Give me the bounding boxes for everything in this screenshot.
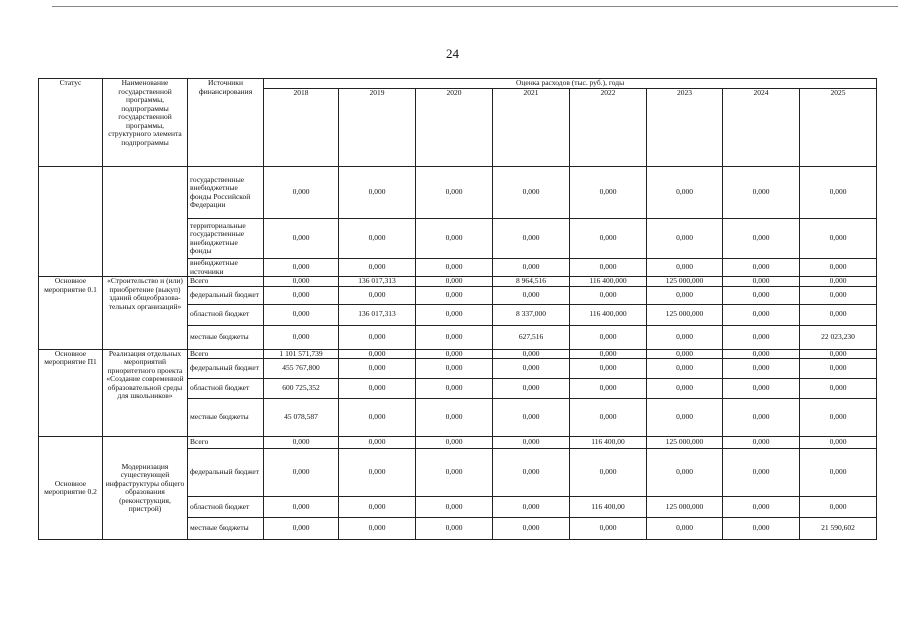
header-status: Статус (39, 79, 103, 167)
row-value: 0,000 (647, 359, 723, 379)
row-value: 136 017,313 (339, 277, 416, 287)
row-value: 0,000 (570, 167, 647, 219)
row-value: 0,000 (800, 304, 877, 325)
row-value: 0,000 (800, 497, 877, 518)
row-value: 0,000 (339, 449, 416, 497)
row-value: 0,000 (723, 304, 800, 325)
row-value: 0,000 (570, 286, 647, 304)
header-year: 2023 (647, 89, 723, 167)
row-source: Всего (188, 277, 264, 287)
row-value: 0,000 (800, 349, 877, 359)
row-value: 0,000 (339, 286, 416, 304)
row-value: 125 000,000 (647, 497, 723, 518)
row-source: Всего (188, 437, 264, 449)
row-value: 600 725,352 (264, 379, 339, 399)
row-value: 0,000 (800, 277, 877, 287)
row-value: 0,000 (493, 518, 570, 540)
row-name: «Строительство и (или) приобретение (выкуп) зданий общеобразова-тельных организаций» (103, 277, 188, 350)
row-name: Реализация отдельных мероприятий приоритетного проекта «Создание современной образовательной среды для школьников» (103, 349, 188, 437)
row-value: 0,000 (800, 449, 877, 497)
header-estimate: Оценка расходов (тыс. руб.), годы (264, 79, 877, 89)
row-source: местные бюджеты (188, 399, 264, 437)
row-value: 0,000 (570, 518, 647, 540)
row-value: 0,000 (723, 518, 800, 540)
table-row (39, 437, 877, 449)
row-value: 0,000 (264, 449, 339, 497)
row-value: 0,000 (264, 304, 339, 325)
row-value: 0,000 (416, 219, 493, 259)
row-value: 0,000 (723, 449, 800, 497)
row-name (103, 167, 188, 277)
row-value: 0,000 (264, 219, 339, 259)
row-value: 0,000 (800, 359, 877, 379)
row-value: 0,000 (570, 399, 647, 437)
header-year: 2024 (723, 89, 800, 167)
row-value: 0,000 (800, 286, 877, 304)
row-value: 0,000 (493, 349, 570, 359)
row-value: 0,000 (647, 259, 723, 277)
row-value: 0,000 (416, 167, 493, 219)
row-value: 0,000 (723, 325, 800, 349)
row-value: 0,000 (416, 379, 493, 399)
row-value: 0,000 (570, 449, 647, 497)
row-value: 0,000 (800, 219, 877, 259)
row-value: 0,000 (493, 359, 570, 379)
row-value: 0,000 (800, 399, 877, 437)
row-source: областной бюджет (188, 379, 264, 399)
row-value: 0,000 (339, 497, 416, 518)
row-value: 116 400,00 (570, 437, 647, 449)
row-value: 0,000 (647, 518, 723, 540)
row-value: 0,000 (570, 325, 647, 349)
row-value: 0,000 (723, 379, 800, 399)
row-source: Всего (188, 349, 264, 359)
header-sources: Источники финансирования (188, 79, 264, 167)
row-value: 0,000 (723, 259, 800, 277)
row-value: 0,000 (416, 349, 493, 359)
row-value: 0,000 (339, 359, 416, 379)
header-year: 2025 (800, 89, 877, 167)
table-row (39, 277, 877, 287)
row-value: 0,000 (493, 399, 570, 437)
top-border-line (52, 6, 898, 7)
budget-table (38, 78, 877, 540)
row-value: 0,000 (416, 259, 493, 277)
row-value: 0,000 (493, 167, 570, 219)
row-value: 0,000 (723, 497, 800, 518)
row-value: 0,000 (800, 167, 877, 219)
row-value: 0,000 (723, 437, 800, 449)
row-value: 0,000 (800, 437, 877, 449)
row-value: 21 590,602 (800, 518, 877, 540)
row-value: 0,000 (264, 167, 339, 219)
row-value: 0,000 (723, 219, 800, 259)
row-value: 0,000 (416, 449, 493, 497)
row-value: 0,000 (339, 167, 416, 219)
row-value: 0,000 (570, 219, 647, 259)
row-value: 0,000 (264, 518, 339, 540)
row-value: 0,000 (493, 449, 570, 497)
row-value: 0,000 (416, 286, 493, 304)
row-value: 0,000 (416, 277, 493, 287)
row-value: 45 078,587 (264, 399, 339, 437)
row-value: 455 767,800 (264, 359, 339, 379)
row-value: 0,000 (416, 304, 493, 325)
row-source: федеральный бюджет (188, 449, 264, 497)
row-value: 116 400,000 (570, 277, 647, 287)
row-value: 0,000 (416, 518, 493, 540)
row-status: Основное мероприятие 0.1 (39, 277, 103, 350)
row-status: Основное мероприятие П1 (39, 349, 103, 437)
row-value: 0,000 (416, 497, 493, 518)
row-value: 0,000 (493, 259, 570, 277)
row-value: 0,000 (416, 399, 493, 437)
row-value: 0,000 (570, 379, 647, 399)
row-value: 8 964,516 (493, 277, 570, 287)
row-value: 0,000 (723, 286, 800, 304)
row-value: 0,000 (416, 359, 493, 379)
row-value: 0,000 (339, 518, 416, 540)
row-source: местные бюджеты (188, 518, 264, 540)
header-year: 2022 (570, 89, 647, 167)
header-row (39, 79, 877, 89)
row-source: областной бюджет (188, 497, 264, 518)
row-source: территориальные государственные внебюджетные фонды (188, 219, 264, 259)
row-value: 0,000 (723, 277, 800, 287)
row-source: внебюджетные источники (188, 259, 264, 277)
row-source: государственные внебюджетные фонды Российской Федерации (188, 167, 264, 219)
row-value: 0,000 (493, 286, 570, 304)
row-value: 0,000 (493, 497, 570, 518)
row-value: 0,000 (493, 437, 570, 449)
row-status (39, 167, 103, 277)
header-name: Наименование государственной программы, подпрограммы государственной программы, структурного элемента подпрограммы (103, 79, 188, 167)
row-value: 0,000 (723, 359, 800, 379)
header-year: 2021 (493, 89, 570, 167)
row-source: областной бюджет (188, 304, 264, 325)
row-value: 136 017,313 (339, 304, 416, 325)
row-value: 0,000 (264, 277, 339, 287)
row-value: 0,000 (570, 359, 647, 379)
page-number: 24 (446, 46, 459, 61)
row-value: 8 337,000 (493, 304, 570, 325)
row-value: 0,000 (339, 259, 416, 277)
row-value: 0,000 (264, 325, 339, 349)
row-value: 0,000 (339, 437, 416, 449)
row-value: 0,000 (339, 349, 416, 359)
row-value: 0,000 (339, 379, 416, 399)
table-row (39, 167, 877, 219)
row-value: 0,000 (339, 399, 416, 437)
row-value: 1 101 571,739 (264, 349, 339, 359)
row-value: 0,000 (264, 259, 339, 277)
row-value: 627,516 (493, 325, 570, 349)
row-value: 116 400,00 (570, 497, 647, 518)
row-name: Модернизация существующей инфраструктуры общего образования (реконструкция, пристрой) (103, 437, 188, 540)
row-source: местные бюджеты (188, 325, 264, 349)
row-value: 0,000 (493, 219, 570, 259)
row-value: 0,000 (647, 399, 723, 437)
table-row (39, 349, 877, 359)
row-value: 0,000 (723, 167, 800, 219)
row-source: федеральный бюджет (188, 359, 264, 379)
header-year: 2020 (416, 89, 493, 167)
row-value: 0,000 (647, 167, 723, 219)
row-source: федеральный бюджет (188, 286, 264, 304)
row-value: 0,000 (264, 437, 339, 449)
row-value: 0,000 (647, 219, 723, 259)
row-value: 0,000 (339, 219, 416, 259)
row-value: 0,000 (647, 286, 723, 304)
row-value: 125 000,000 (647, 277, 723, 287)
row-value: 0,000 (647, 325, 723, 349)
row-value: 125 000,000 (647, 437, 723, 449)
row-value: 0,000 (493, 379, 570, 399)
row-value: 0,000 (647, 449, 723, 497)
row-value: 0,000 (723, 349, 800, 359)
row-value: 0,000 (800, 379, 877, 399)
row-value: 0,000 (416, 325, 493, 349)
row-value: 116 400,000 (570, 304, 647, 325)
row-value: 0,000 (723, 399, 800, 437)
row-value: 0,000 (339, 325, 416, 349)
row-value: 22 023,230 (800, 325, 877, 349)
header-year: 2018 (264, 89, 339, 167)
header-year: 2019 (339, 89, 416, 167)
row-value: 0,000 (647, 379, 723, 399)
row-value: 0,000 (264, 286, 339, 304)
row-value: 0,000 (570, 259, 647, 277)
row-value: 0,000 (800, 259, 877, 277)
row-value: 0,000 (416, 437, 493, 449)
row-value: 0,000 (647, 349, 723, 359)
row-value: 0,000 (570, 349, 647, 359)
row-status: Основное мероприятие 0.2 (39, 437, 103, 540)
row-value: 125 000,000 (647, 304, 723, 325)
row-value: 0,000 (264, 497, 339, 518)
